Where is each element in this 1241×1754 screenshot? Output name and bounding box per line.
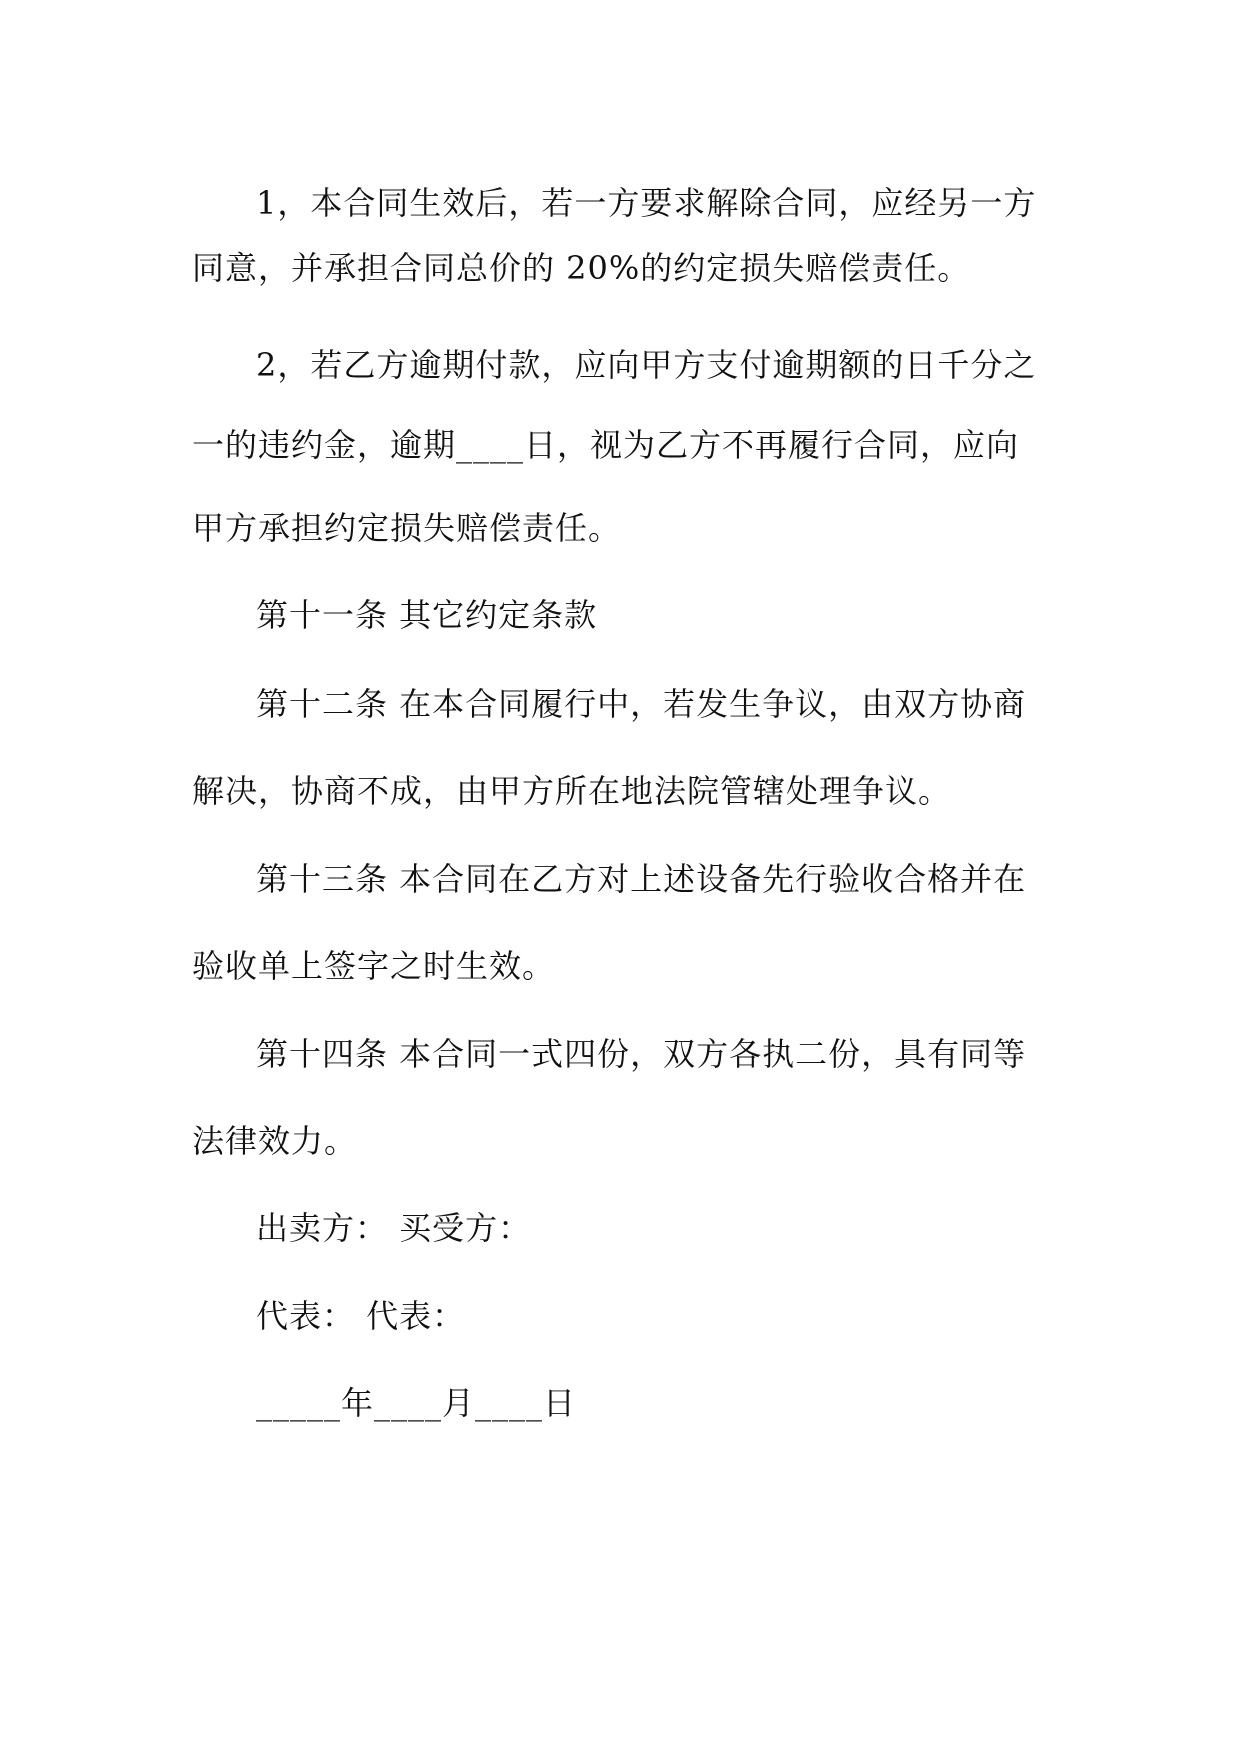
clause-13-line-1: 第十三条 本合同在乙方对上述设备先行验收合格并在 — [256, 860, 1027, 898]
clause-10-item-1-line-2: 同意，并承担合同总价的 20%的约定损失赔偿责任。 — [192, 249, 971, 287]
clause-14-line-2: 法律效力。 — [192, 1122, 358, 1160]
clause-11-heading: 第十一条 其它约定条款 — [256, 596, 598, 634]
clause-10-item-2-line-2: 一的违约金，逾期____日，视为乙方不再履行合同，应向 — [192, 426, 1020, 464]
clause-10-item-2-line-1: 2，若乙方逾期付款，应向甲方支付逾期额的日千分之 — [256, 346, 1037, 384]
clause-12-line-1: 第十二条 在本合同履行中，若发生争议，由双方协商 — [256, 685, 1027, 723]
clause-12-line-2: 解决，协商不成，由甲方所在地法院管辖处理争议。 — [192, 772, 952, 810]
clause-13-line-2: 验收单上签字之时生效。 — [192, 947, 556, 985]
seller-buyer-line: 出卖方： 买受方： — [256, 1209, 532, 1247]
date-line: _____年____月____日 — [256, 1384, 577, 1422]
clause-14-line-1: 第十四条 本合同一式四份，双方各执二份，具有同等 — [256, 1035, 1027, 1073]
representatives-line: 代表： 代表： — [256, 1297, 466, 1335]
clause-10-item-1-line-1: 1，本合同生效后，若一方要求解除合同，应经另一方 — [256, 184, 1037, 222]
clause-10-item-2-line-3: 甲方承担约定损失赔偿责任。 — [192, 509, 622, 547]
